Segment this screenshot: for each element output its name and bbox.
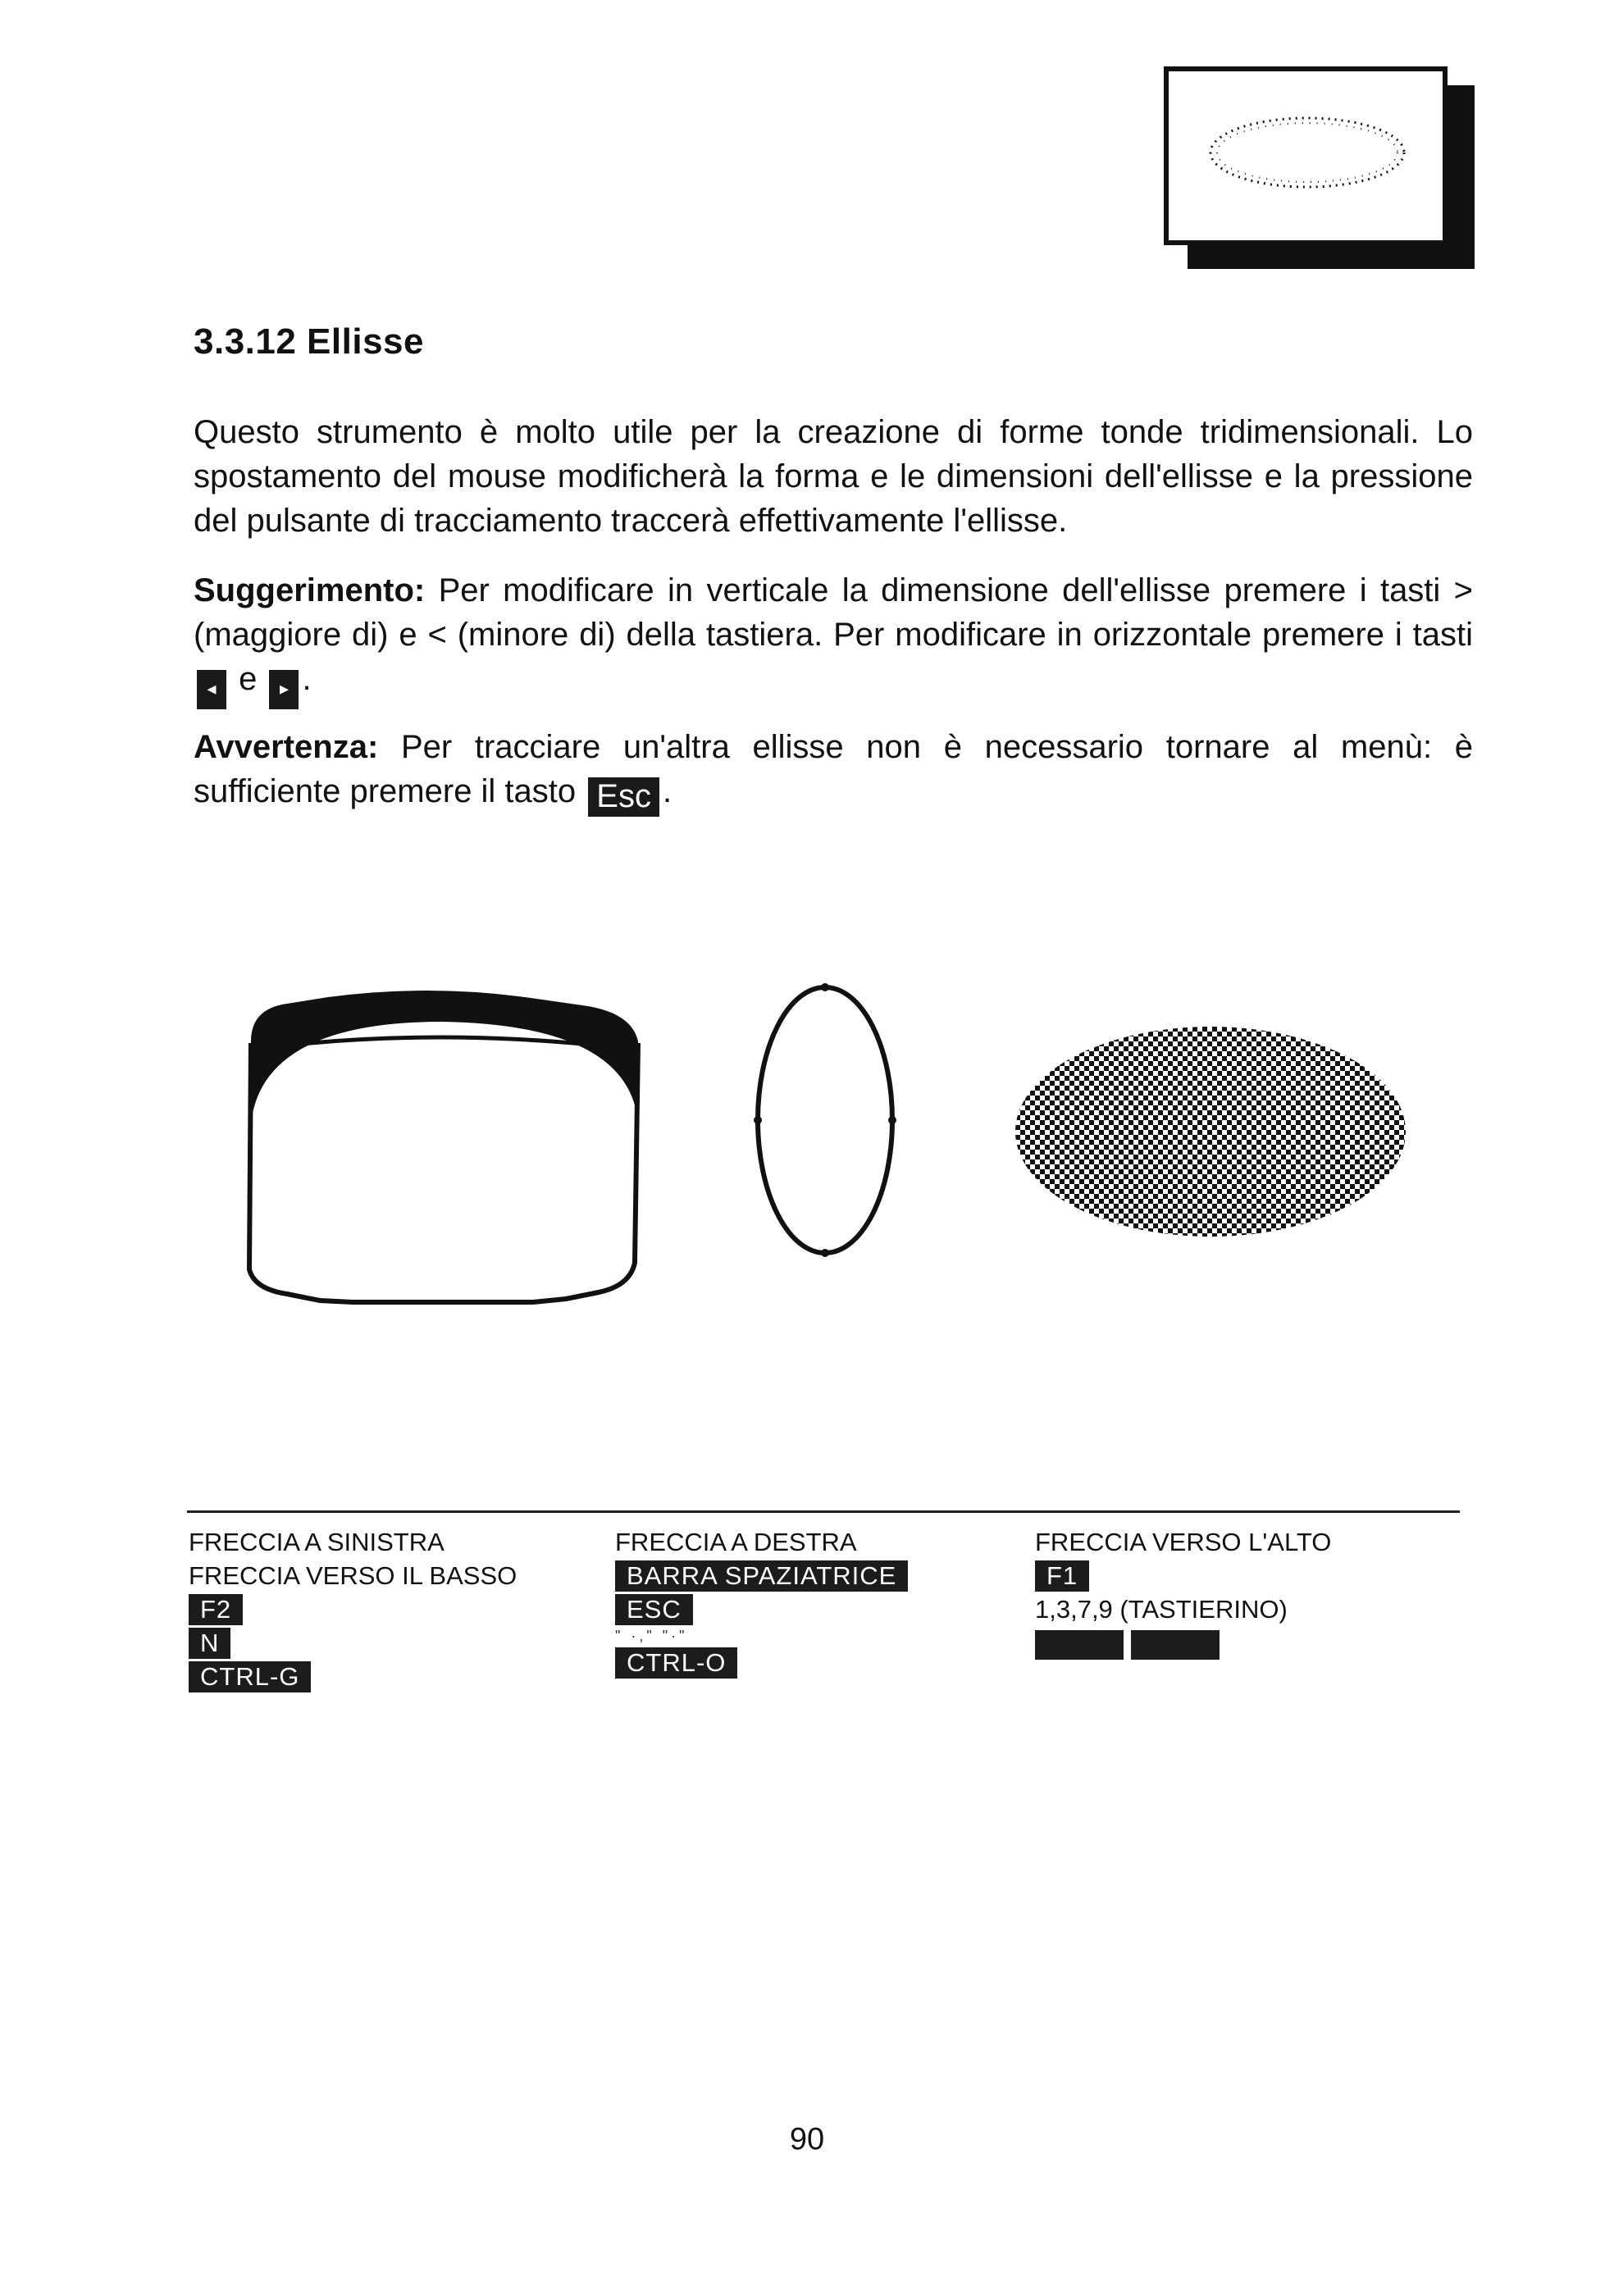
hint-label: Suggerimento: (194, 572, 426, 608)
hint-paragraph (194, 568, 1473, 709)
keypad-key-1-icon (1035, 1630, 1124, 1660)
cylinder-illustration (249, 991, 638, 1302)
legend-left-line1: FRECCIA A SINISTRA (189, 1528, 445, 1556)
n-key: N (189, 1628, 230, 1659)
esc-key: Esc (588, 777, 659, 817)
legend-right-line1: FRECCIA VERSO L'ALTO (1035, 1528, 1332, 1556)
hint-text: Per modificare in verticale la dimensione dell'ellisse premere i tasti > (maggiore di) e < (minore di) della tastiera. Per modificare in orizzontale premere i tasti (194, 572, 1473, 653)
legend-middle-line1: FRECCIA A DESTRA (615, 1528, 857, 1556)
section-heading: 3.3.12 Ellisse (194, 321, 424, 362)
vertical-ellipse-illustration (754, 983, 896, 1257)
spacebar-key: BARRA SPAZIATRICE (615, 1560, 908, 1592)
ellipse-tool-icon (1163, 66, 1475, 269)
warning-end: . (662, 773, 672, 809)
legend-right-column (1035, 1525, 1331, 1660)
left-arrow-key-icon: ◂ (197, 670, 226, 709)
quote-marks-icon: " ·," "·" (615, 1628, 688, 1644)
legend-divider (187, 1510, 1460, 1513)
page-number: 90 (789, 2122, 825, 2157)
filled-ellipse-illustration (1015, 1027, 1406, 1237)
hint-and: e (230, 661, 267, 697)
keypad-key-2-icon (1131, 1630, 1220, 1660)
f2-key: F2 (189, 1594, 243, 1625)
legend-right-line2: 1,3,7,9 (TASTIERINO) (1035, 1595, 1288, 1624)
warning-label: Avvertenza: (194, 729, 379, 765)
esc-legend-key: ESC (615, 1594, 693, 1625)
f1-key: F1 (1035, 1560, 1089, 1592)
legend-middle-column (615, 1525, 908, 1679)
warning-text: Per tracciare un'altra ellisse non è necessario tornare al menù: è sufficiente premere il tasto (194, 729, 1473, 809)
legend-left-line2: FRECCIA VERSO IL BASSO (189, 1561, 517, 1590)
warning-paragraph (194, 725, 1473, 817)
ctrl-o-key: CTRL-O (615, 1647, 737, 1679)
hint-end: . (302, 661, 312, 697)
right-arrow-key-icon: ▸ (269, 670, 299, 709)
intro-paragraph: Questo strumento è molto utile per la creazione di forme tonde tridimensionali. Lo spostamento del mouse modificherà la forma e le dimensioni dell'ellisse e la pressione del pulsante di tracciamento traccerà effettivamente l'ellisse. (194, 414, 1473, 539)
ctrl-g-key: CTRL-G (189, 1661, 311, 1692)
illustrations (238, 968, 1435, 1328)
legend-left-column (189, 1525, 517, 1693)
